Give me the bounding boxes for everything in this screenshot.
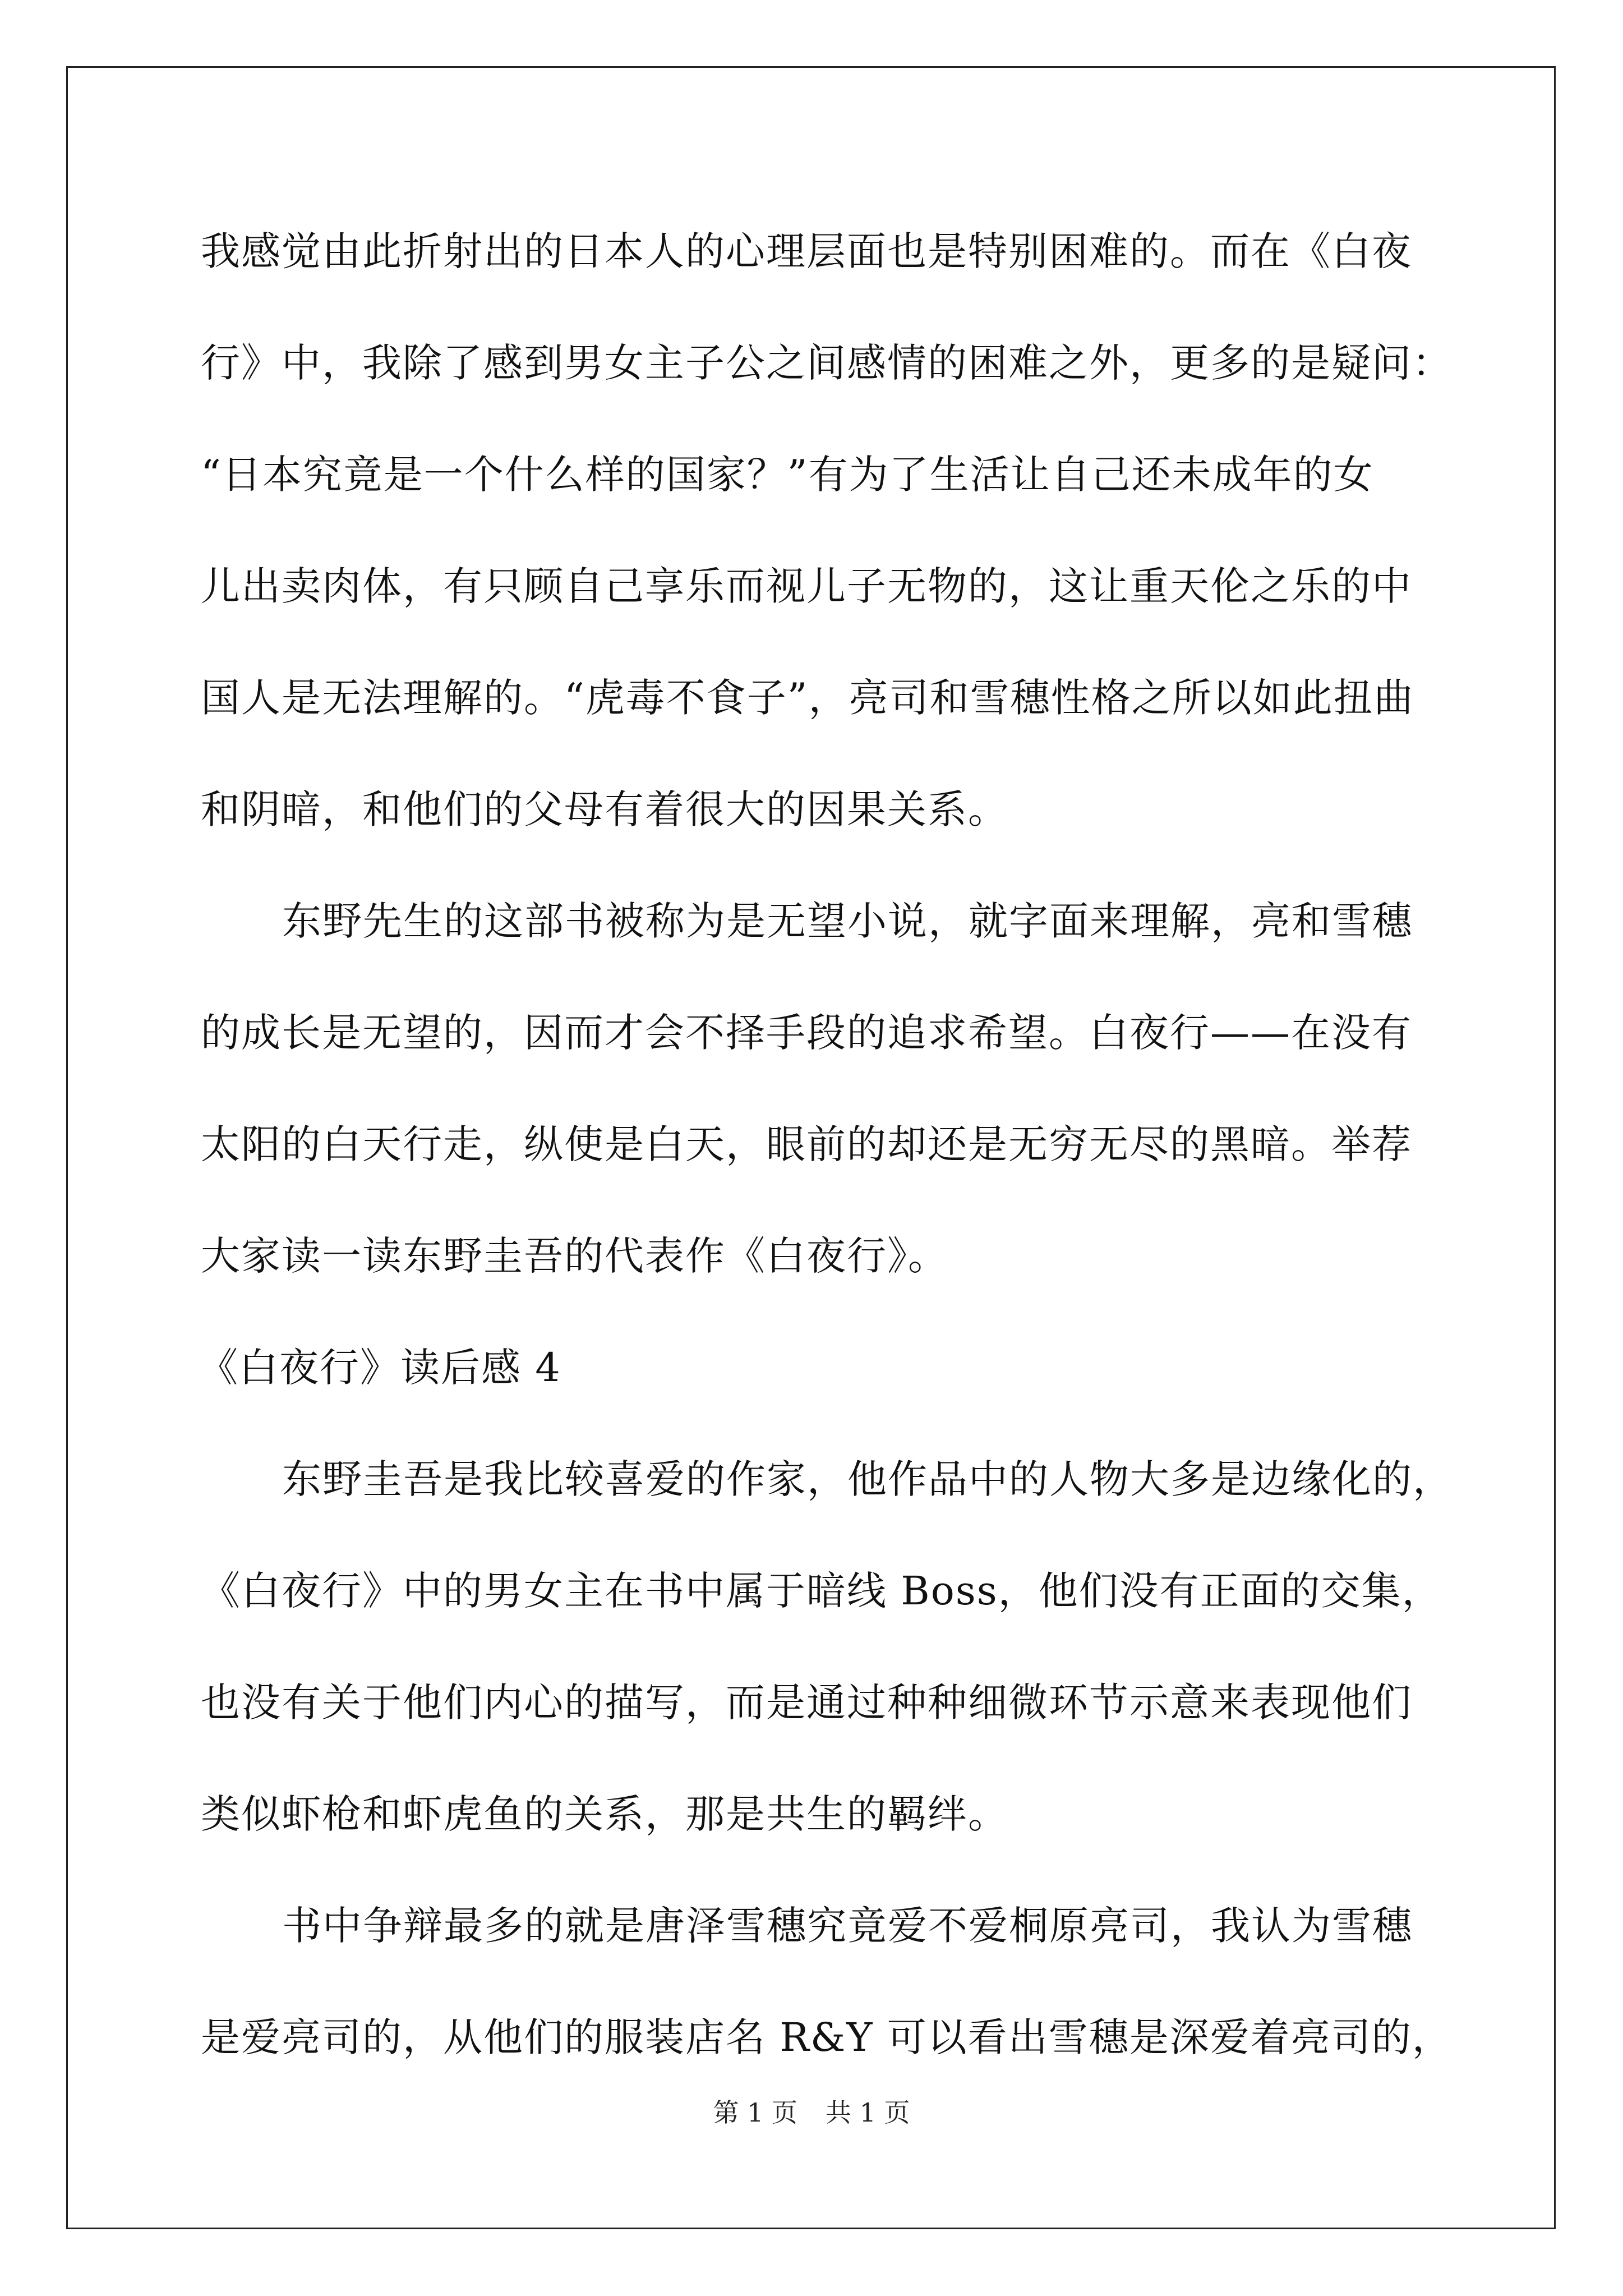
text-line: 《白夜行》中的男女主在书中属于暗线 Boss，他们没有正面的交集， (201, 1568, 1442, 1614)
page-number-current: 第 1 页 (713, 2097, 797, 2128)
text-line: 大家读一读东野圭吾的代表作《白夜行》。 (201, 1233, 948, 1279)
text-line: 我感觉由此折射出的日本人的心理层面也是特别困难的。而在《白夜 (201, 228, 1412, 274)
text-line: 儿出卖肉体，有只顾自己享乐而视儿子无物的，这让重天伦之乐的中 (201, 563, 1412, 609)
text-line: 行》中，我除了感到男女主子公之间感情的困难之外，更多的是疑问： (201, 340, 1453, 386)
section-heading: 《白夜行》读后感 4 (199, 1345, 561, 1391)
paragraph-first-line: 书中争辩最多的就是唐泽雪穗究竟爱不爱桐原亮司，我认为雪穗 (282, 1903, 1413, 1949)
text-line: 国人是无法理解的。“虎毒不食子”，亮司和雪穗性格之所以如此扭曲 (201, 675, 1414, 721)
paragraph-first-line: 东野圭吾是我比较喜爱的作家，他作品中的人物大多是边缘化的， (282, 1456, 1453, 1502)
page-number-total: 共 1 页 (826, 2097, 910, 2128)
text-line: “日本究竟是一个什么样的国家？”有为了生活让自己还未成年的女 (201, 452, 1374, 498)
text-line: 和阴暗，和他们的父母有着很大的因果关系。 (201, 786, 1008, 832)
text-line: 类似虾枪和虾虎鱼的关系，那是共生的羁绊。 (201, 1791, 1008, 1837)
text-line: 是爱亮司的，从他们的服装店名 R&Y 可以看出雪穗是深爱着亮司的， (201, 2014, 1453, 2060)
paragraph-first-line: 东野先生的这部书被称为是无望小说，就字面来理解，亮和雪穗 (282, 898, 1413, 944)
text-line: 太阳的白天行走，纵使是白天，眼前的却还是无穷无尽的黑暗。举荐 (201, 1121, 1412, 1167)
page-footer (0, 2096, 1623, 2129)
document-body (201, 217, 1457, 2114)
text-line: 也没有关于他们内心的描写，而是通过种种细微环节示意来表现他们 (201, 1680, 1412, 1726)
text-line: 的成长是无望的，因而才会不择手段的追求希望。白夜行——在没有 (201, 1010, 1412, 1056)
